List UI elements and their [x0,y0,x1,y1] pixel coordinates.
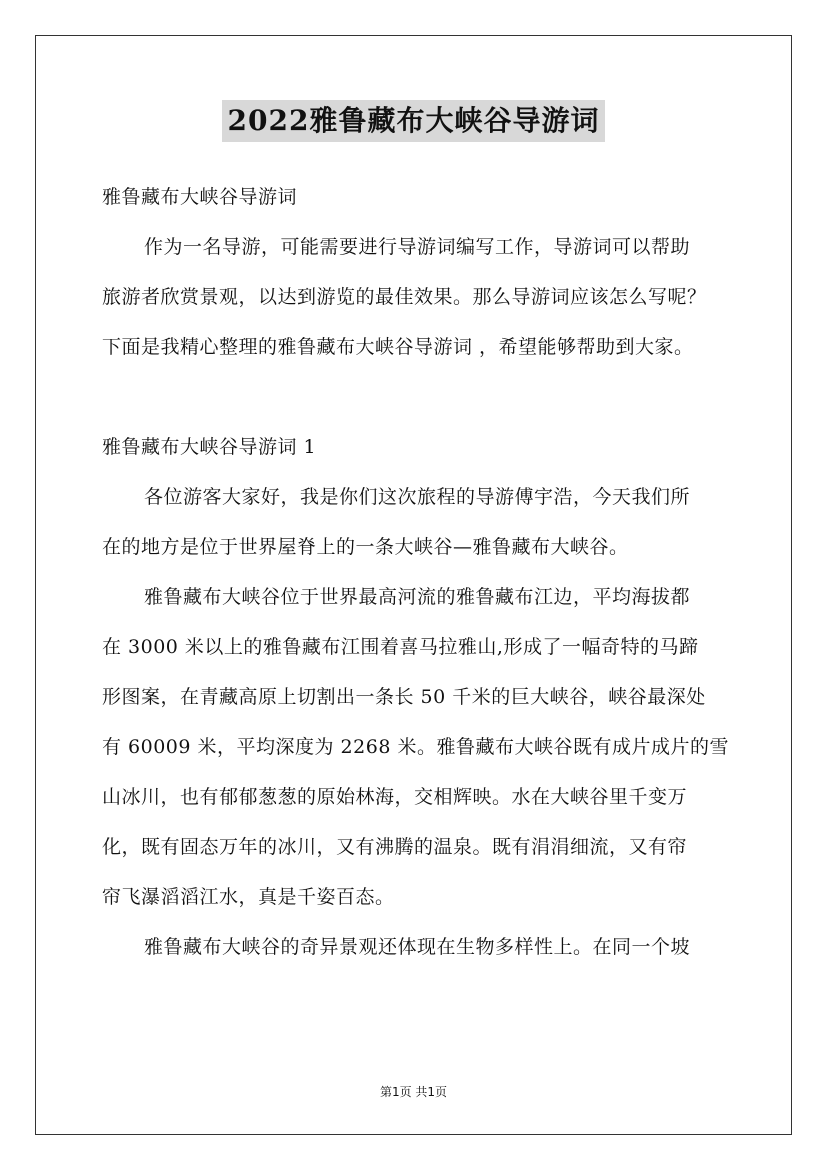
paragraph-line: 有 60009 米，平均深度为 2268 米。雅鲁藏布大峡谷既有成片成片的雪 [102,736,729,758]
spacer [102,372,727,422]
document-body [102,172,727,972]
page-footer: 第1页 共1页 [379,1085,448,1099]
paragraph-line: 各位游客大家好，我是你们这次旅程的导游傅宇浩，今天我们所 [144,486,691,508]
paragraph-line: 雅鲁藏布大峡谷的奇异景观还体现在生物多样性上。在同一个坡 [144,936,691,958]
paragraph-line: 在的地方是位于世界屋脊上的一条大峡谷—雅鲁藏布大峡谷。 [102,536,629,558]
intro-line: 作为一名导游，可能需要进行导游词编写工作，导游词可以帮助 [144,236,691,258]
paragraph-line: 帘飞瀑滔滔江水，真是千姿百态。 [102,886,395,908]
paragraph-line: 在 3000 米以上的雅鲁藏布江围着喜马拉雅山,形成了一幅奇特的马蹄 [102,636,699,658]
paragraph-line: 雅鲁藏布大峡谷位于世界最高河流的雅鲁藏布江边，平均海拔都 [144,586,691,608]
intro-line: 旅游者欣赏景观，以达到游览的最佳效果。那么导游词应该怎么写呢？ [102,286,707,308]
document-title: 2022雅鲁藏布大峡谷导游词 [222,100,606,142]
paragraph-line: 化，既有固态万年的冰川，又有沸腾的温泉。既有涓涓细流，又有帘 [102,836,688,858]
paragraph-line: 形图案，在青藏高原上切割出一条长 50 千米的巨大峡谷，峡谷最深处 [102,686,706,708]
title-container [0,100,827,142]
intro-line: 下面是我精心整理的雅鲁藏布大峡谷导游词 ，希望能够帮助到大家。 [102,336,694,358]
section-heading: 雅鲁藏布大峡谷导游词 1 [102,436,317,458]
paragraph-line: 山冰川，也有郁郁葱葱的原始林海，交相辉映。水在大峡谷里千变万 [102,786,688,808]
intro-heading: 雅鲁藏布大峡谷导游词 [102,186,298,208]
